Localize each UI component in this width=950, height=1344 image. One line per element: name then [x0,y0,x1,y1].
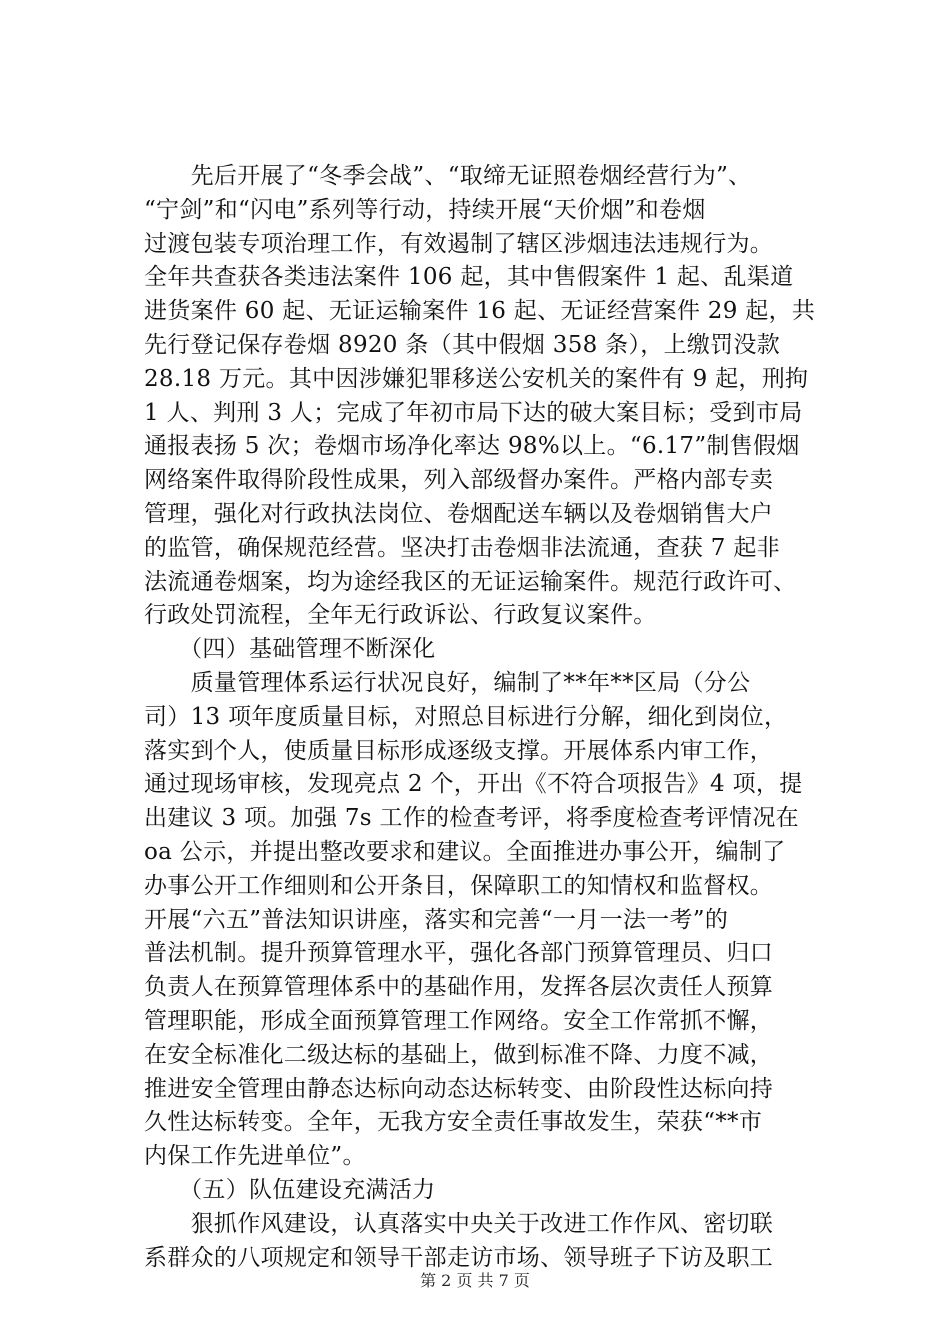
text-line: 法流通卷烟案，均为途经我区的无证运输案件。规范行政许可、 [144,568,797,595]
text-line: 28.18 万元。其中因涉嫌犯罪移送公安机关的案件有 9 起，刑拘 [144,365,809,392]
text-line: 落实到个人，使质量目标形成逐级支撑。开展体系内审工作， [144,737,774,764]
text-line: 先后开展了“冬季会战”、“取缔无证照卷烟经营行为”、 [144,163,752,189]
text-line: 通过现场审核，发现亮点 2 个，开出《不符合项报告》4 项，提 [144,771,803,798]
text-line: 推进安全管理由静态达标向动态达标转变、由阶段性达标向持 [144,1075,774,1102]
text-line: 通报表扬 5 次；卷烟市场净化率达 98%以上。“6.17”制售假烟 [144,433,800,460]
text-line: 进货案件 60 起、无证运输案件 16 起、无证经营案件 29 起，共 [144,298,816,325]
text-line: 管理职能，形成全面预算管理工作网络。安全工作常抓不懈， [144,1007,774,1034]
text-line: 司）13 项年度质量目标，对照总目标进行分解，细化到岗位， [144,703,788,730]
text-line: 系群众的八项规定和领导干部走访市场、领导班子下访及职工 [144,1244,774,1271]
text-line: 行政处罚流程，全年无行政诉讼、行政复议案件。 [144,602,657,629]
text-line: 1 人、判刑 3 人；完成了年初市局下达的破大案目标；受到市局 [144,399,803,426]
section-heading: （四）基础管理不断深化 [144,636,436,663]
text-line: 网络案件取得阶段性成果，列入部级督办案件。严格内部专卖 [144,467,774,494]
text-line: 开展“六五”普法知识讲座，落实和完善“一月一法一考”的 [144,906,729,933]
text-line: 先行登记保存卷烟 8920 条（其中假烟 358 条），上缴罚没款 [144,331,781,358]
text-line: 管理，强化对行政执法岗位、卷烟配送车辆以及卷烟销售大户 [144,500,774,527]
text-line: 久性达标转变。全年，无我方安全责任事故发生，荣获“**市 [144,1109,763,1136]
text-line: oa 公示，并提出整改要求和建议。全面推进办事公开，编制了 [144,838,786,865]
text-line: “宁剑”和“闪电”系列等行动，持续开展“天价烟”和卷烟 [144,196,706,223]
section-heading: （五）队伍建设充满活力 [144,1176,436,1203]
text-line: 在安全标准化二级达标的基础上，做到标准不降、力度不减， [144,1041,774,1068]
text-line: 狠抓作风建设，认真落实中央关于改进工作作风、密切联 [144,1210,774,1237]
text-line: 普法机制。提升预算管理水平，强化各部门预算管理员、归口 [144,940,774,967]
text-line: 质量管理体系运行状况良好，编制了**年**区局（分公 [144,669,751,696]
text-line: 内保工作先进单位”。 [144,1143,366,1170]
text-line: 的监管，确保规范经营。坚决打击卷烟非法流通，查获 7 起非 [144,534,780,561]
body-text [144,160,844,1275]
text-line: 出建议 3 项。加强 7s 工作的检查考评，将季度检查考评情况在 [144,805,799,832]
page-footer: 第 2 页 共 7 页 [420,1271,530,1290]
text-line: 全年共查获各类违法案件 106 起，其中售假案件 1 起、乱渠道 [144,264,794,291]
text-line: 过渡包装专项治理工作，有效遏制了辖区涉烟违法违规行为。 [144,230,774,257]
text-line: 负责人在预算管理体系中的基础作用，发挥各层次责任人预算 [144,974,774,1001]
text-line: 办事公开工作细则和公开条目，保障职工的知情权和监督权。 [144,872,774,899]
